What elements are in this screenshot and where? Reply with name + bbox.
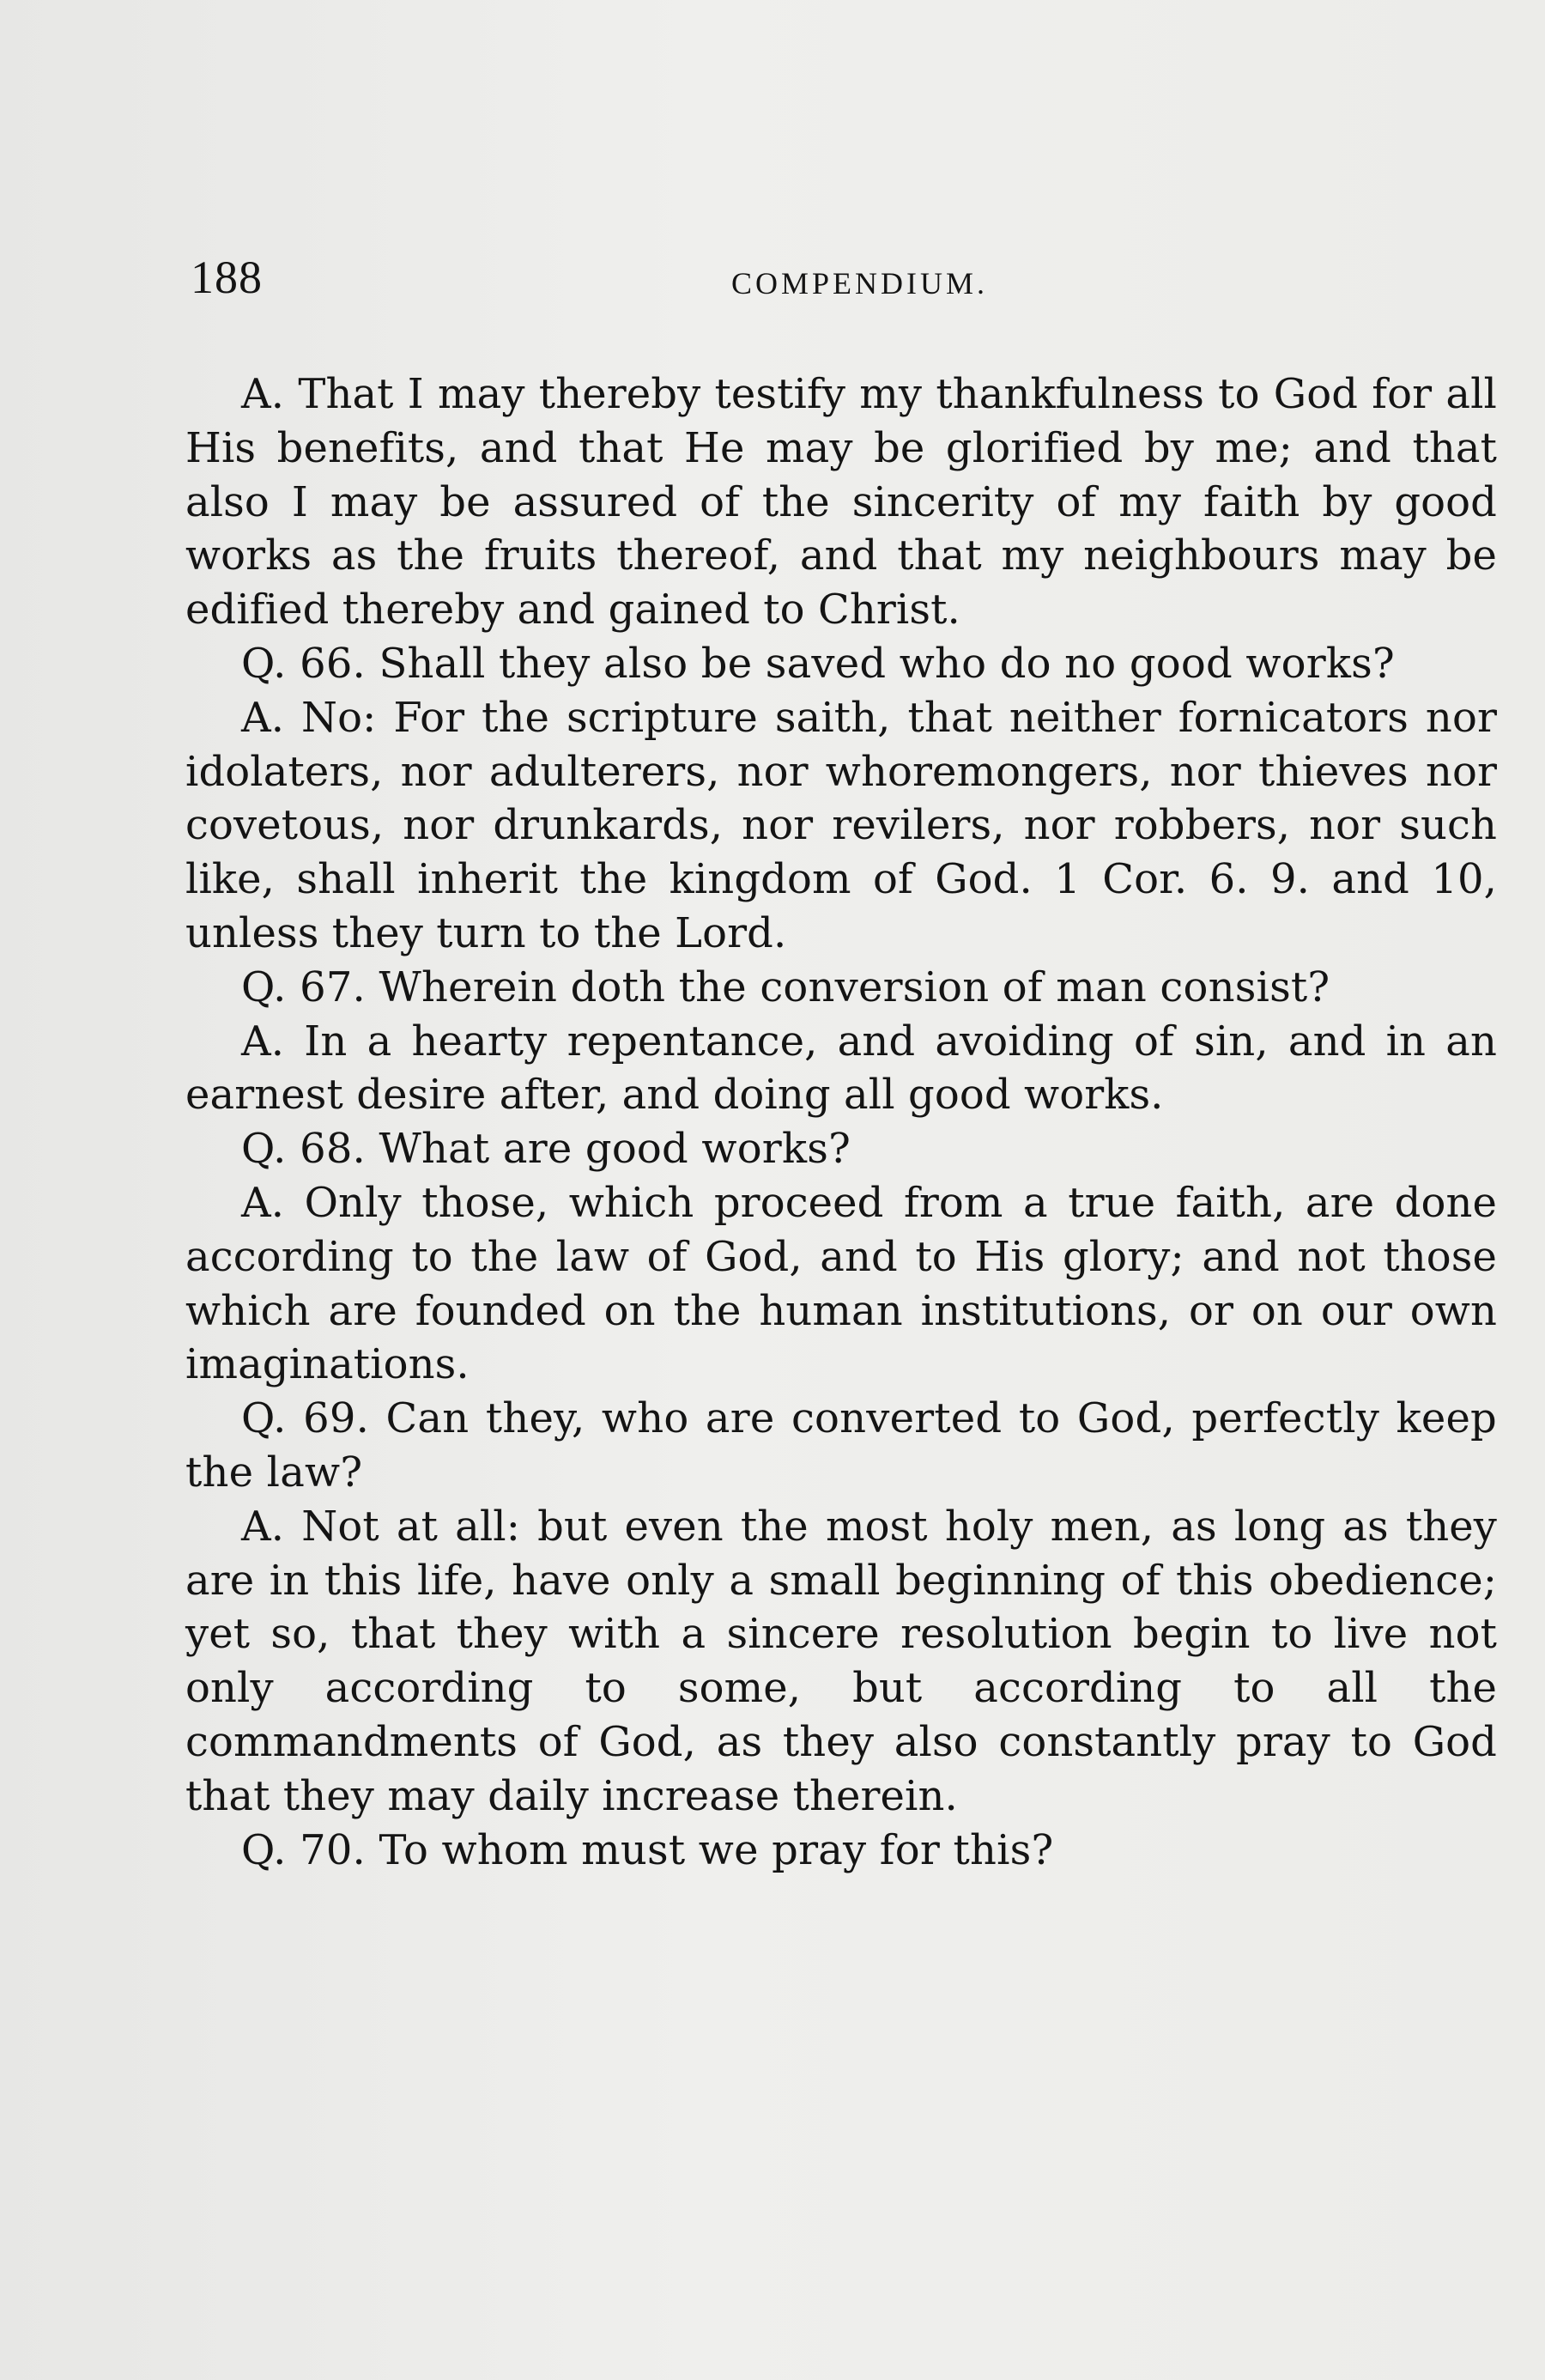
- answer-paragraph: A. That I may thereby testify my thankfulness to God for all His benefits, and that He may be glorified by me; and that also I may be assured of the sincerity of my faith by good works as the fruits thereof, and that my neighbours may be edified thereby and gained to Christ.: [185, 370, 1497, 634]
- question-paragraph: Q. 70. To whom must we pray for this?: [241, 1825, 1054, 1874]
- question-paragraph: Q. 67. Wherein doth the conversion of man consist?: [241, 962, 1330, 1011]
- running-title: COMPENDIUM.: [731, 266, 989, 301]
- answer-paragraph: A. No: For the scripture saith, that neither fornicators nor idolaters, nor adulterers, nor whoremongers, nor thieves nor covetous, nor drunkards, nor revilers, nor robbers, nor such like, shall inherit the kingdom of God. 1 Cor. 6. 9. and 10, unless they turn to the Lord.: [185, 693, 1497, 957]
- answer-paragraph: A. In a hearty repentance, and avoiding of sin, and in an earnest desire after, and doing all good works.: [185, 1017, 1497, 1120]
- answer-paragraph: A. Not at all: but even the most holy men, as long as they are in this life, have only a small beginning of this obedience; yet so, that they with a sincere resolution begin to live not only according to some, but according to all the commandments of God, as they also constantly pray to God that they may daily increase therein.: [185, 1502, 1497, 1820]
- page-number: 188: [191, 252, 263, 303]
- page-header: [191, 251, 1495, 311]
- answer-paragraph: A. Only those, which proceed from a true faith, are done according to the law of God, and to His glory; and not those which are founded on the human institutions, or on our own imaginations.: [185, 1178, 1497, 1389]
- question-paragraph: Q. 66. Shall they also be saved who do no good works?: [241, 639, 1395, 688]
- main-text: [185, 367, 1497, 1877]
- question-paragraph: Q. 68. What are good works?: [241, 1125, 851, 1174]
- question-paragraph: Q. 69. Can they, who are converted to God, perfectly keep the law?: [185, 1394, 1497, 1497]
